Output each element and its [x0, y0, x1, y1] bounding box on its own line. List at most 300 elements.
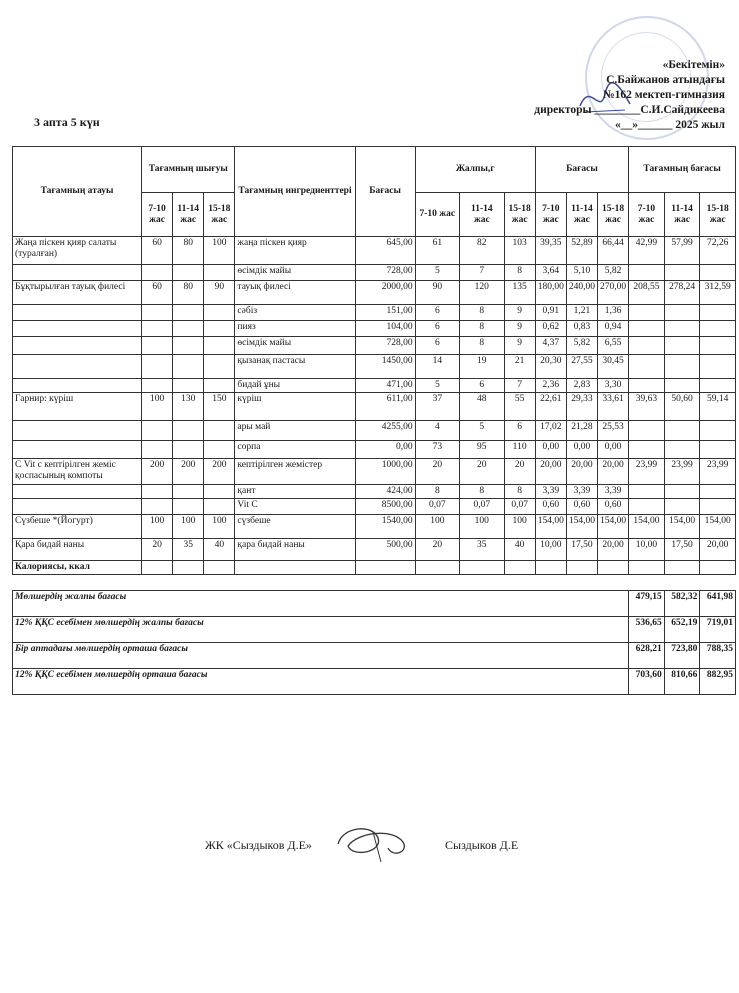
cost-cell: 4,37: [535, 337, 566, 355]
summary-value: 536,65: [629, 617, 665, 643]
output-cell: [173, 321, 204, 337]
cost-cell: 240,00: [566, 281, 597, 305]
output-cell: [142, 485, 173, 499]
gram-cell: 40: [504, 539, 535, 561]
gram-cell: 135: [504, 281, 535, 305]
ingredient-cell: сүзбеше: [235, 515, 355, 539]
cost-cell: 1,36: [598, 305, 629, 321]
cost-cell: 21,28: [566, 421, 597, 441]
dish-name-cell: [13, 441, 142, 459]
footer-signature: [333, 818, 423, 864]
dish-price-cell: [664, 355, 700, 379]
ingredient-cell: күріш: [235, 393, 355, 421]
price-cell: 728,00: [355, 265, 415, 281]
dish-price-cell: 57,99: [664, 237, 700, 265]
table-row: [13, 515, 736, 539]
summary-row: [13, 669, 736, 695]
header-age: 15-18 жас: [700, 193, 736, 237]
gram-cell: 6: [460, 379, 504, 393]
summary-label: 12% ҚҚС есебімен мөлшердің орташа бағасы: [13, 669, 629, 695]
dish-name-cell: [13, 421, 142, 441]
dish-price-cell: [664, 499, 700, 515]
ingredient-cell: жаңа піскен қияр: [235, 237, 355, 265]
dish-price-cell: [629, 321, 665, 337]
gram-cell: 55: [504, 393, 535, 421]
cost-cell: 3,30: [598, 379, 629, 393]
price-cell: 2000,00: [355, 281, 415, 305]
gram-cell: 35: [460, 539, 504, 561]
output-cell: [142, 355, 173, 379]
gram-cell: 5: [415, 379, 459, 393]
dish-price-cell: [700, 355, 736, 379]
output-cell: 90: [204, 281, 235, 305]
output-cell: [142, 441, 173, 459]
output-cell: [142, 499, 173, 515]
approval-block: [465, 58, 725, 133]
output-cell: [173, 421, 204, 441]
gram-cell: 8: [460, 321, 504, 337]
price-cell: 424,00: [355, 485, 415, 499]
gram-cell: 37: [415, 393, 459, 421]
price-cell: 1450,00: [355, 355, 415, 379]
cost-cell: 0,00: [535, 441, 566, 459]
ingredient-cell: сәбіз: [235, 305, 355, 321]
summary-row: [13, 643, 736, 669]
dish-price-cell: [700, 265, 736, 281]
dish-name-cell: [13, 499, 142, 515]
cost-cell: 2,83: [566, 379, 597, 393]
output-cell: 200: [173, 459, 204, 485]
dish-name-cell: С Vit с кептірілген жеміс қоспасының компоты: [13, 459, 142, 485]
cost-cell: 20,00: [566, 459, 597, 485]
cost-cell: 52,89: [566, 237, 597, 265]
output-cell: 40: [204, 539, 235, 561]
price-cell: 728,00: [355, 337, 415, 355]
gram-cell: 20: [460, 459, 504, 485]
gram-cell: 100: [460, 515, 504, 539]
dish-price-cell: [629, 265, 665, 281]
summary-value: 882,95: [700, 669, 736, 695]
dish-price-cell: [629, 485, 665, 499]
output-cell: [204, 421, 235, 441]
output-cell: [204, 355, 235, 379]
output-cell: [173, 499, 204, 515]
table-row: [13, 237, 736, 265]
output-cell: 200: [204, 459, 235, 485]
gram-cell: 6: [415, 337, 459, 355]
cost-cell: 154,00: [566, 515, 597, 539]
output-cell: [173, 305, 204, 321]
cost-cell: 0,83: [566, 321, 597, 337]
approval-title: «Бекітемін»: [662, 59, 725, 71]
dish-name-cell: [13, 305, 142, 321]
dish-price-cell: [664, 485, 700, 499]
gram-cell: 20: [415, 539, 459, 561]
dish-price-cell: [629, 355, 665, 379]
cost-cell: 6,55: [598, 337, 629, 355]
footer-name: Сыздыков Д.Е: [445, 838, 519, 852]
dish-price-cell: 208,55: [629, 281, 665, 305]
gram-cell: 6: [415, 305, 459, 321]
output-cell: [173, 379, 204, 393]
gram-cell: 73: [415, 441, 459, 459]
output-cell: 35: [173, 539, 204, 561]
price-cell: 0,00: [355, 441, 415, 459]
dish-price-cell: [664, 265, 700, 281]
ingredient-cell: өсімдік майы: [235, 265, 355, 281]
summary-value: 582,32: [664, 591, 700, 617]
gram-cell: 0,07: [460, 499, 504, 515]
summary-value: 628,21: [629, 643, 665, 669]
cost-cell: 22,61: [535, 393, 566, 421]
cost-cell: 30,45: [598, 355, 629, 379]
output-cell: [142, 379, 173, 393]
header-age: 15-18 жас: [204, 193, 235, 237]
output-cell: [142, 321, 173, 337]
output-cell: 60: [142, 237, 173, 265]
table-row: [13, 441, 736, 459]
price-cell: 500,00: [355, 539, 415, 561]
cost-cell: 17,02: [535, 421, 566, 441]
cost-cell: 5,10: [566, 265, 597, 281]
output-cell: 60: [142, 281, 173, 305]
dish-price-cell: [664, 321, 700, 337]
dish-price-cell: [700, 305, 736, 321]
header-dish-name: Тағамның атауы: [13, 147, 142, 237]
ingredient-cell: өсімдік майы: [235, 337, 355, 355]
price-cell: 645,00: [355, 237, 415, 265]
output-cell: 80: [173, 237, 204, 265]
cost-cell: 20,30: [535, 355, 566, 379]
output-cell: [142, 337, 173, 355]
summary-value: 652,19: [664, 617, 700, 643]
gram-cell: 4: [415, 421, 459, 441]
table-row: [13, 459, 736, 485]
dish-price-cell: [629, 421, 665, 441]
ingredient-cell: пияз: [235, 321, 355, 337]
cost-cell: 180,00: [535, 281, 566, 305]
cost-cell: 20,00: [598, 539, 629, 561]
gram-cell: 9: [504, 321, 535, 337]
gram-cell: 21: [504, 355, 535, 379]
menu-body: [13, 237, 736, 561]
calories-body: [13, 561, 736, 591]
header-age: 7-10 жас: [142, 193, 173, 237]
dish-price-cell: 17,50: [664, 539, 700, 561]
approval-org: С.Байжанов атындағы: [606, 74, 725, 86]
gram-cell: 8: [460, 305, 504, 321]
header-price2: Бағасы: [535, 147, 628, 193]
gram-cell: 20: [415, 459, 459, 485]
summary-label: Мөлшердің жалпы бағасы: [13, 591, 629, 617]
gram-cell: 8: [415, 485, 459, 499]
gram-cell: 90: [415, 281, 459, 305]
header-age: 11-14 жас: [566, 193, 597, 237]
header-dish-output: Тағамның шығуы: [142, 147, 235, 193]
gram-cell: 8: [504, 265, 535, 281]
dish-price-cell: [629, 305, 665, 321]
header-ingredients: Тағамның ингредиенттері: [235, 147, 355, 237]
dish-name-cell: [13, 355, 142, 379]
footer-company: ЖК «Сыздыков Д.Е»: [205, 838, 312, 852]
table-row: [13, 281, 736, 305]
dish-name-cell: Жаңа піскен қияр салаты (туралған): [13, 237, 142, 265]
cost-cell: 0,60: [566, 499, 597, 515]
gram-cell: 103: [504, 237, 535, 265]
output-cell: [204, 337, 235, 355]
dish-price-cell: [664, 379, 700, 393]
output-cell: [204, 499, 235, 515]
table-row: [13, 379, 736, 393]
dish-price-cell: 42,99: [629, 237, 665, 265]
header-dish-price: Тағамның бағасы: [629, 147, 736, 193]
gram-cell: 7: [504, 379, 535, 393]
dish-price-cell: 20,00: [700, 539, 736, 561]
dish-price-cell: 23,99: [629, 459, 665, 485]
gram-cell: 19: [460, 355, 504, 379]
cost-cell: 17,50: [566, 539, 597, 561]
output-cell: [204, 485, 235, 499]
cost-cell: 0,00: [566, 441, 597, 459]
table-row: [13, 499, 736, 515]
cost-cell: 20,00: [535, 459, 566, 485]
dish-price-cell: 23,99: [664, 459, 700, 485]
header-age: 11-14 жас: [173, 193, 204, 237]
summary-value: 719,01: [700, 617, 736, 643]
menu-subtitle: 3 апта 5 күн: [34, 115, 100, 129]
cost-cell: 0,62: [535, 321, 566, 337]
dish-name-cell: [13, 337, 142, 355]
dish-name-cell: [13, 265, 142, 281]
table-row: [13, 393, 736, 421]
ingredient-cell: тауық филесі: [235, 281, 355, 305]
header-age: 7-10 жас: [629, 193, 665, 237]
output-cell: [173, 441, 204, 459]
dish-price-cell: 59,14: [700, 393, 736, 421]
cost-cell: 10,00: [535, 539, 566, 561]
table-row: [13, 321, 736, 337]
cost-cell: 0,94: [598, 321, 629, 337]
approval-director: директоры ________С.И.Сайдикеева: [534, 104, 725, 116]
cost-cell: 0,00: [598, 441, 629, 459]
gram-cell: 110: [504, 441, 535, 459]
dish-price-cell: [629, 441, 665, 459]
summary-body: [13, 591, 736, 695]
output-cell: 100: [142, 393, 173, 421]
dish-price-cell: 50,60: [664, 393, 700, 421]
dish-price-cell: 72,26: [700, 237, 736, 265]
gram-cell: 8: [504, 485, 535, 499]
summary-value: 788,35: [700, 643, 736, 669]
menu-table-wrap: [12, 146, 736, 695]
cost-cell: 33,61: [598, 393, 629, 421]
output-cell: 200: [142, 459, 173, 485]
output-cell: 80: [173, 281, 204, 305]
approval-date: «__»______ 2025 жыл: [614, 119, 725, 131]
dish-name-cell: Гарнир: күріш: [13, 393, 142, 421]
price-cell: 1540,00: [355, 515, 415, 539]
gram-cell: 120: [460, 281, 504, 305]
dish-price-cell: [664, 337, 700, 355]
dish-price-cell: 154,00: [629, 515, 665, 539]
cost-cell: 3,39: [598, 485, 629, 499]
cost-cell: 0,91: [535, 305, 566, 321]
table-row: [13, 355, 736, 379]
price-cell: 8500,00: [355, 499, 415, 515]
header-age: 11-14 жас: [664, 193, 700, 237]
dish-price-cell: 39,63: [629, 393, 665, 421]
cost-cell: 3,64: [535, 265, 566, 281]
ingredient-cell: қант: [235, 485, 355, 499]
summary-label: 12% ҚҚС есебімен мөлшердің жалпы бағасы: [13, 617, 629, 643]
table-row: [13, 265, 736, 281]
gram-cell: 6: [415, 321, 459, 337]
output-cell: 100: [173, 515, 204, 539]
cost-cell: 3,39: [535, 485, 566, 499]
summary-value: 641,98: [700, 591, 736, 617]
gram-cell: 48: [460, 393, 504, 421]
output-cell: [142, 305, 173, 321]
gram-cell: 100: [504, 515, 535, 539]
ingredient-cell: қызанақ пастасы: [235, 355, 355, 379]
calories-label: Калориясы, ккал: [13, 561, 142, 575]
output-cell: 20: [142, 539, 173, 561]
cost-cell: 5,82: [598, 265, 629, 281]
dish-price-cell: [629, 499, 665, 515]
output-cell: [204, 441, 235, 459]
dish-price-cell: [700, 421, 736, 441]
cost-cell: 5,82: [566, 337, 597, 355]
cost-cell: 270,00: [598, 281, 629, 305]
dish-name-cell: Бұқтырылған тауық филесі: [13, 281, 142, 305]
cost-cell: 3,39: [566, 485, 597, 499]
output-cell: [173, 265, 204, 281]
dish-price-cell: [700, 321, 736, 337]
header-age: 15-18 жас: [504, 193, 535, 237]
cost-cell: 20,00: [598, 459, 629, 485]
table-row: [13, 539, 736, 561]
gram-cell: 61: [415, 237, 459, 265]
dish-price-cell: [700, 379, 736, 393]
cost-cell: 25,53: [598, 421, 629, 441]
gram-cell: 14: [415, 355, 459, 379]
dish-price-cell: [629, 379, 665, 393]
output-cell: [173, 337, 204, 355]
cost-cell: 154,00: [535, 515, 566, 539]
gram-cell: 0,07: [504, 499, 535, 515]
table-row: [13, 337, 736, 355]
summary-row: [13, 591, 736, 617]
output-cell: [204, 305, 235, 321]
dish-price-cell: [700, 485, 736, 499]
price-cell: 151,00: [355, 305, 415, 321]
dish-price-cell: 154,00: [700, 515, 736, 539]
approval-school: №162 мектеп-гимназия: [603, 89, 725, 101]
dish-price-cell: [664, 421, 700, 441]
gram-cell: 9: [504, 337, 535, 355]
summary-value: 479,15: [629, 591, 665, 617]
cost-cell: 39,35: [535, 237, 566, 265]
output-cell: 100: [204, 515, 235, 539]
dish-price-cell: 312,59: [700, 281, 736, 305]
dish-price-cell: 278,24: [664, 281, 700, 305]
dish-name-cell: [13, 379, 142, 393]
ingredient-cell: бидай ұны: [235, 379, 355, 393]
dish-price-cell: [700, 441, 736, 459]
dish-price-cell: 23,99: [700, 459, 736, 485]
dish-price-cell: [700, 337, 736, 355]
dish-price-cell: [664, 305, 700, 321]
gram-cell: 82: [460, 237, 504, 265]
table-row: [13, 421, 736, 441]
output-cell: [142, 265, 173, 281]
gram-cell: 100: [415, 515, 459, 539]
calories-row: [13, 561, 736, 575]
cost-cell: 0,60: [535, 499, 566, 515]
header-age: 7-10 жас: [535, 193, 566, 237]
output-cell: [173, 485, 204, 499]
header-price: Бағасы: [355, 147, 415, 237]
dish-name-cell: Сүзбеше *(Йогурт): [13, 515, 142, 539]
summary-label: Бір аптадағы мөлшердің орташа бағасы: [13, 643, 629, 669]
gram-cell: 95: [460, 441, 504, 459]
summary-value: 810,66: [664, 669, 700, 695]
cost-cell: 1,21: [566, 305, 597, 321]
summary-row: [13, 617, 736, 643]
ingredient-cell: ары май: [235, 421, 355, 441]
dish-price-cell: [700, 499, 736, 515]
output-cell: 100: [142, 515, 173, 539]
dish-price-cell: 154,00: [664, 515, 700, 539]
output-cell: 130: [173, 393, 204, 421]
summary-value: 703,60: [629, 669, 665, 695]
header-age: 7-10 жас: [415, 193, 459, 237]
header-total-g: Жалпы,г: [415, 147, 535, 193]
output-cell: 100: [204, 237, 235, 265]
dish-price-cell: [629, 337, 665, 355]
gram-cell: 8: [460, 337, 504, 355]
header-age: 11-14 жас: [460, 193, 504, 237]
dish-price-cell: 10,00: [629, 539, 665, 561]
output-cell: [204, 321, 235, 337]
cost-cell: 2,36: [535, 379, 566, 393]
output-cell: [204, 379, 235, 393]
dish-price-cell: [664, 441, 700, 459]
gram-cell: 5: [460, 421, 504, 441]
dish-name-cell: Қара бидай наны: [13, 539, 142, 561]
gram-cell: 9: [504, 305, 535, 321]
price-cell: 611,00: [355, 393, 415, 421]
gram-cell: 5: [415, 265, 459, 281]
gram-cell: 0,07: [415, 499, 459, 515]
header-age: 15-18 жас: [598, 193, 629, 237]
ingredient-cell: сорпа: [235, 441, 355, 459]
summary-value: 723,80: [664, 643, 700, 669]
output-cell: 150: [204, 393, 235, 421]
output-cell: [204, 265, 235, 281]
output-cell: [142, 421, 173, 441]
price-cell: 471,00: [355, 379, 415, 393]
dish-name-cell: [13, 485, 142, 499]
cost-cell: 27,55: [566, 355, 597, 379]
output-cell: [173, 355, 204, 379]
ingredient-cell: қара бидай наны: [235, 539, 355, 561]
price-cell: 1000,00: [355, 459, 415, 485]
gram-cell: 20: [504, 459, 535, 485]
gram-cell: 7: [460, 265, 504, 281]
ingredient-cell: Vit C: [235, 499, 355, 515]
gram-cell: 6: [504, 421, 535, 441]
